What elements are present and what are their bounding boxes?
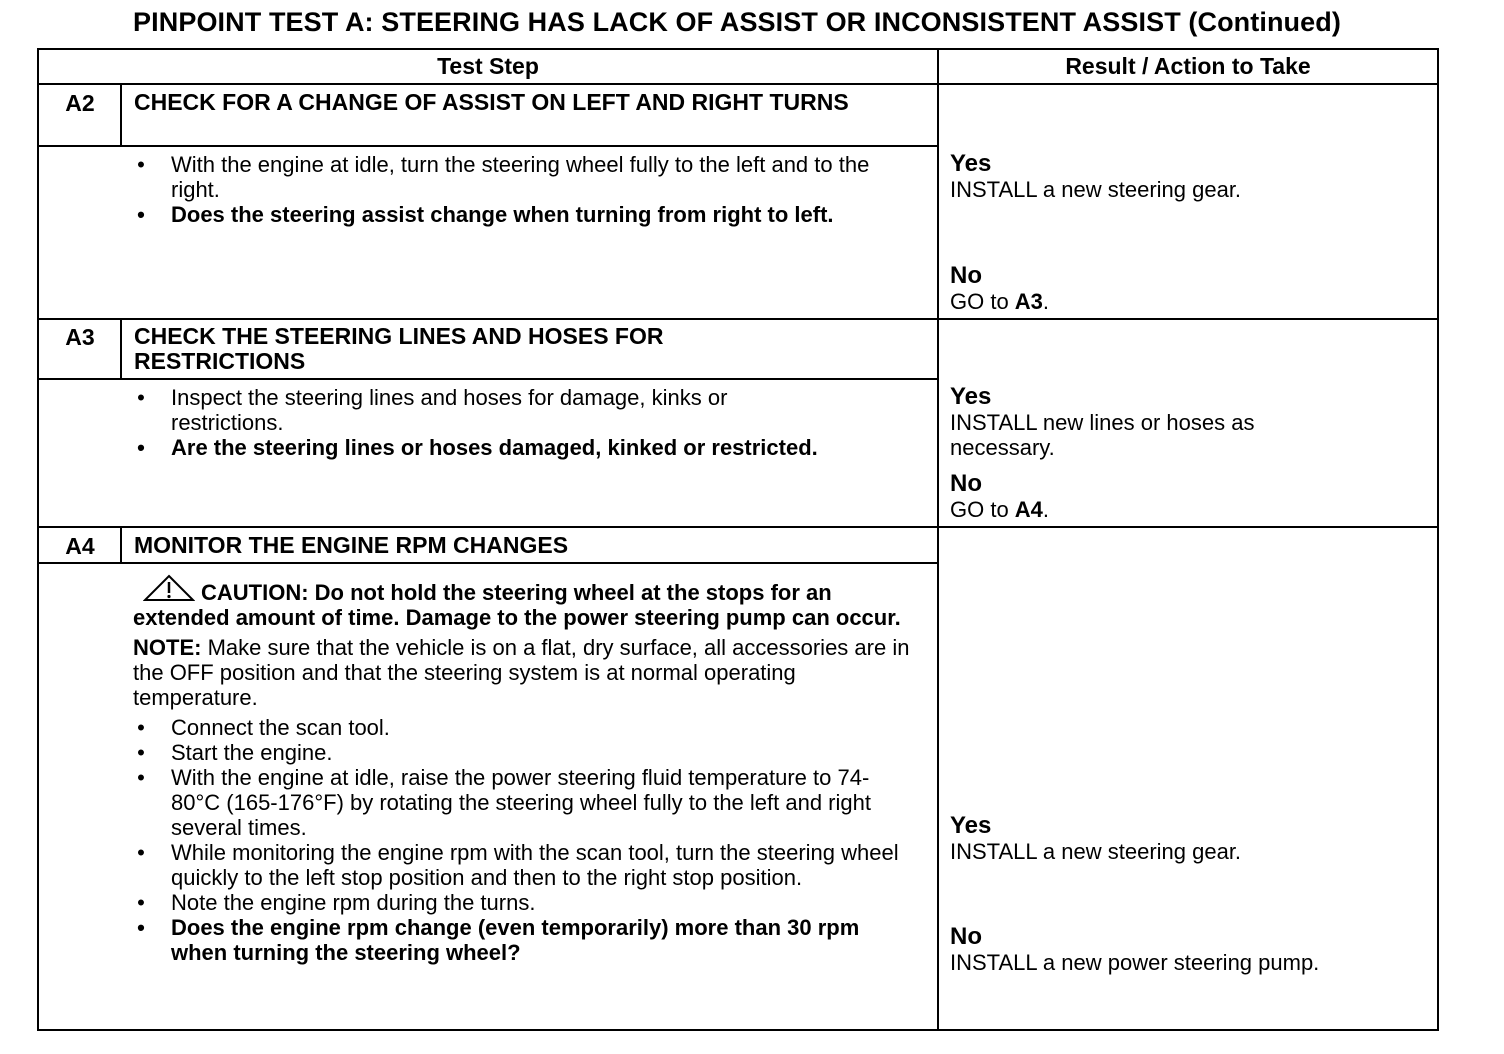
no-action: GO to A3. (950, 289, 1050, 314)
result-a4 (950, 812, 1430, 864)
step-ref: A4 (1014, 497, 1043, 522)
result-a3 (950, 383, 1330, 460)
step-id-a4: A4 (65, 533, 95, 559)
caution-block (133, 574, 913, 630)
no-label: No (950, 262, 982, 289)
no-label: No (950, 470, 982, 497)
yes-action: INSTALL a new steering gear. (950, 839, 1242, 864)
step-ref: A3 (1014, 289, 1043, 314)
no-label: No (950, 923, 982, 950)
note-block (133, 635, 913, 710)
note-label: NOTE: (133, 635, 202, 660)
header-rule (37, 83, 1439, 85)
yes-action: INSTALL a new steering gear. (950, 177, 1242, 202)
bullet-item: • Connect the scan tool. (133, 715, 913, 740)
caution-text: CAUTION: Do not hold the steering wheel at the stops for an extended amount of time. Damage to the power steering pump can occur. (133, 580, 901, 630)
step-id-a3: A3 (65, 324, 95, 350)
result-a2 (950, 150, 1430, 202)
bullet-item: • While monitoring the engine rpm with the scan tool, turn the steering wheel quickly to the left stop position and then to the right stop position. (133, 840, 913, 890)
page-title: PINPOINT TEST A: STEERING HAS LACK OF ASSIST OR INCONSISTENT ASSIST (Continued) (133, 7, 1341, 37)
step-title-a3: CHECK THE STEERING LINES AND HOSES FOR RESTRICTIONS (134, 323, 664, 374)
bullet-item: • Start the engine. (133, 740, 913, 765)
bullet-item: • With the engine at idle, turn the steering wheel fully to the left and to the right. (133, 152, 923, 202)
header-result: Result / Action to Take (1065, 53, 1311, 79)
step-body-a3 (133, 385, 843, 460)
bullet-item: • Inspect the steering lines and hoses for damage, kinks or restrictions. (133, 385, 843, 435)
no-action: INSTALL a new power steering pump. (950, 950, 1320, 975)
result-no-a3 (950, 470, 1430, 522)
no-action: GO to A4. (950, 497, 1050, 522)
bullet-item: • Note the engine rpm during the turns. (133, 890, 913, 915)
yes-label: Yes (950, 150, 992, 177)
step-id-a2: A2 (65, 90, 95, 116)
header-divider (937, 48, 939, 1031)
row-rule-a3 (37, 526, 1439, 528)
step-body-a4 (133, 574, 913, 965)
yes-action: INSTALL new lines or hoses as necessary. (950, 410, 1255, 460)
bullet-item: • With the engine at idle, raise the power steering fluid temperature to 74-80°C (165-176°F) by rotating the steering wheel fully to the left and right several times. (133, 765, 913, 840)
title-rule-a4 (37, 562, 938, 564)
result-no-a2 (950, 262, 1430, 314)
note-text: Make sure that the vehicle is on a flat, dry surface, all accessories are in the OFF position and that the steering system is at normal operating temperature. (133, 635, 910, 710)
bullet-question: • Does the steering assist change when turning from right to left. (133, 202, 923, 227)
header-test-step: Test Step (437, 53, 539, 79)
title-rule-a2 (37, 145, 938, 147)
bullet-question: • Does the engine rpm change (even temporarily) more than 30 rpm when turning the steering wheel? (133, 915, 913, 965)
result-no-a4 (950, 923, 1430, 975)
yes-label: Yes (950, 812, 992, 839)
step-title-a2: CHECK FOR A CHANGE OF ASSIST ON LEFT AND RIGHT TURNS (134, 89, 849, 115)
title-rule-a3 (37, 378, 938, 380)
step-title-a4: MONITOR THE ENGINE RPM CHANGES (134, 532, 569, 558)
step-body-a2 (133, 152, 923, 227)
yes-label: Yes (950, 383, 992, 410)
warning-triangle-icon (143, 574, 195, 602)
bullet-question: • Are the steering lines or hoses damaged, kinked or restricted. (133, 435, 843, 460)
